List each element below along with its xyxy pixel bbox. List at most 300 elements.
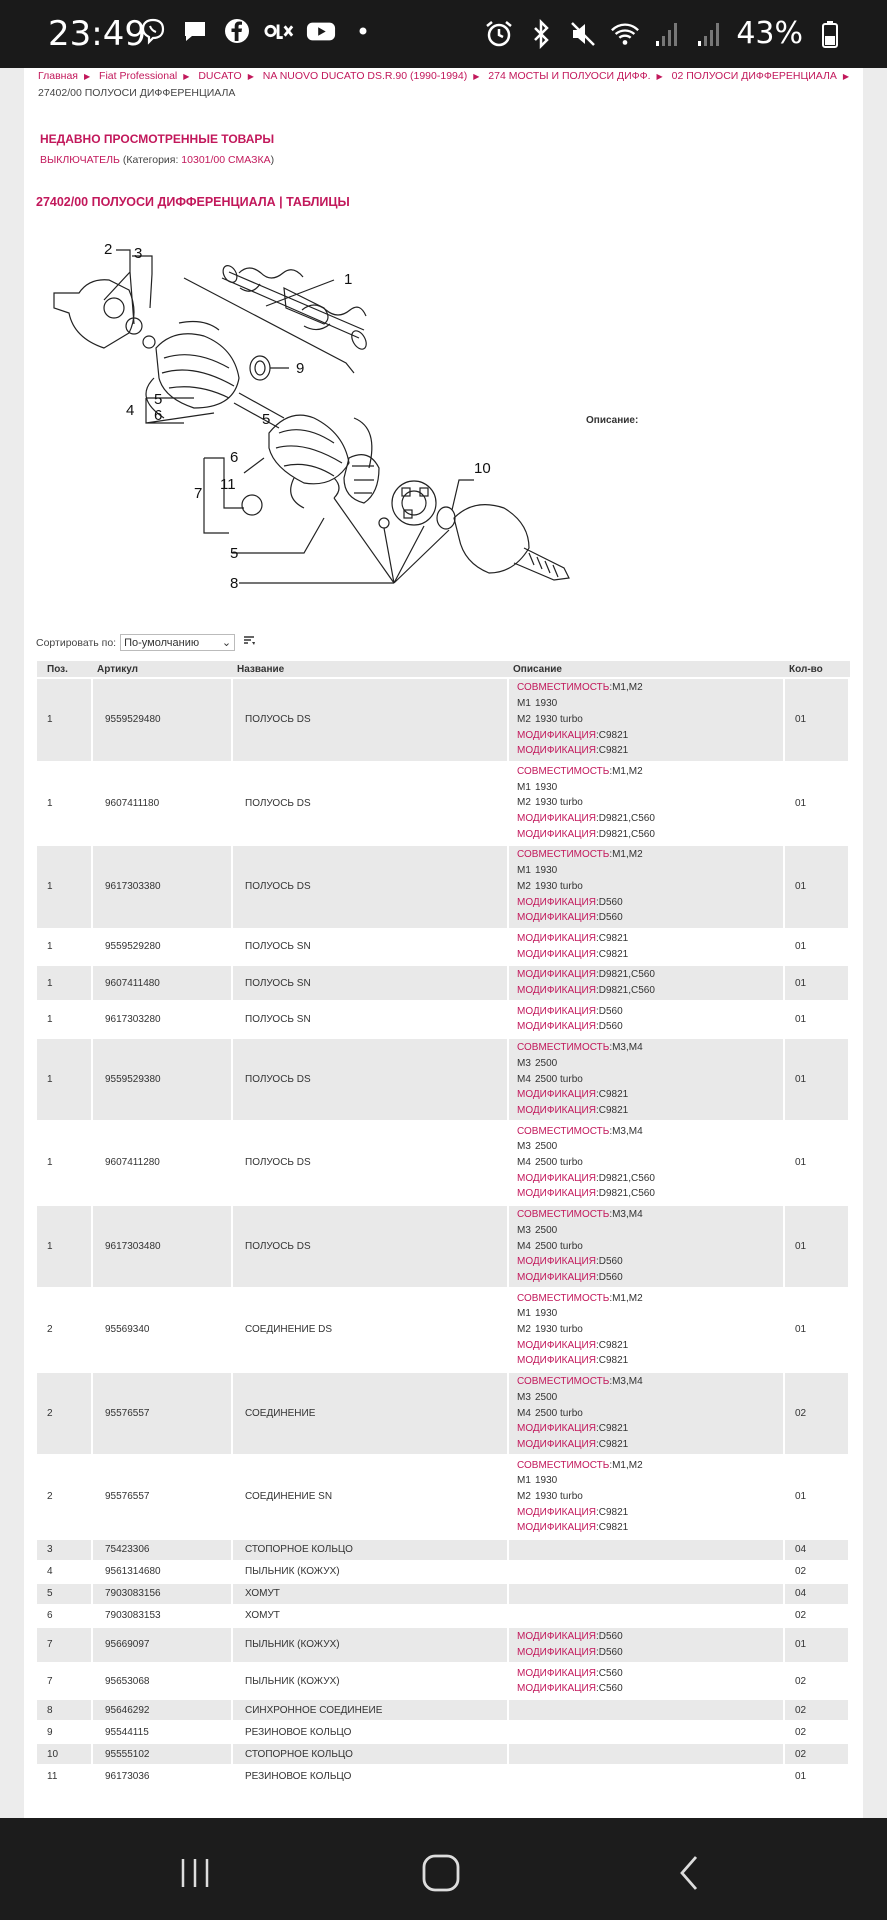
callout-8: 8 xyxy=(230,575,239,592)
recent-category-link[interactable]: 10301/00 СМАЗКА xyxy=(181,154,271,166)
description-value: :D560 xyxy=(595,1271,623,1283)
description-model: M4 xyxy=(517,1073,531,1085)
breadcrumb-home[interactable]: Главная xyxy=(38,70,78,82)
description-line xyxy=(517,1072,779,1088)
description-value: 2500 xyxy=(535,1224,558,1236)
description-value: :C9821 xyxy=(595,1522,629,1534)
table-row xyxy=(37,1700,850,1720)
row-article-link[interactable]: 95576557 xyxy=(93,1456,233,1538)
breadcrumb-version[interactable]: NA NUOVO DUCATO DS.R.90 (1990-1994) xyxy=(262,70,468,82)
row-qty: 01 xyxy=(785,966,850,1000)
callout-6b: 6 xyxy=(230,449,239,466)
description-line xyxy=(517,1666,779,1682)
description-line xyxy=(517,1291,779,1307)
description-line xyxy=(517,1505,779,1521)
row-pos: 1 xyxy=(37,763,93,845)
description-key: СОВМЕСТИМОСТЬ xyxy=(517,849,610,861)
row-article-link[interactable]: 9559529480 xyxy=(93,679,233,761)
viber-icon xyxy=(138,16,168,46)
system-nav-bar xyxy=(0,1818,887,1920)
row-pos: 1 xyxy=(37,679,93,761)
description-key: МОДИФИКАЦИЯ xyxy=(517,1271,596,1283)
row-name-link[interactable]: ПОЛУОСЬ DS xyxy=(233,679,509,761)
description-key: МОДИФИКАЦИЯ xyxy=(517,1089,596,1101)
row-pos: 1 xyxy=(37,930,93,964)
table-row xyxy=(37,1206,850,1288)
breadcrumb-current: 27402/00 ПОЛУОСИ ДИФФЕРЕНЦИАЛА xyxy=(38,87,236,99)
description-value: 2500 xyxy=(535,1391,558,1403)
description-line xyxy=(517,1087,779,1103)
row-description xyxy=(509,1744,785,1764)
row-name-link[interactable]: СОЕДИНЕНИЕ DS xyxy=(233,1289,509,1371)
description-line xyxy=(517,1390,779,1406)
page-title: 27402/00 ПОЛУОСИ ДИФФЕРЕНЦИАЛА | ТАБЛИЦЫ xyxy=(36,195,350,209)
description-key: МОДИФИКАЦИЯ xyxy=(517,1021,596,1033)
row-qty: 02 xyxy=(785,1562,850,1582)
description-value: :C560 xyxy=(595,1683,623,1695)
description-model: M2 xyxy=(517,713,531,725)
row-qty: 02 xyxy=(785,1373,850,1455)
description-key: МОДИФИКАЦИЯ xyxy=(517,948,596,960)
row-pos: 2 xyxy=(37,1456,93,1538)
row-name-link[interactable]: СТОПОРНОЕ КОЛЬЦО xyxy=(233,1744,509,1764)
description-key: МОДИФИКАЦИЯ xyxy=(517,1646,596,1658)
description-key: СОВМЕСТИМОСТЬ xyxy=(517,1042,610,1054)
table-row xyxy=(37,1766,850,1786)
row-name-link[interactable]: ПОЛУОСЬ DS xyxy=(233,763,509,845)
callout-10: 10 xyxy=(474,460,491,477)
chevron-right-icon: ▶ xyxy=(83,72,91,81)
description-value: :C9821 xyxy=(595,1089,629,1101)
row-article-link[interactable]: 96173036 xyxy=(93,1766,233,1786)
row-description xyxy=(509,1373,785,1455)
row-description xyxy=(509,1540,785,1560)
description-value: 2500 turbo xyxy=(535,1157,583,1169)
row-article-link[interactable]: 75423306 xyxy=(93,1540,233,1560)
row-name-link[interactable]: ПОЛУОСЬ DS xyxy=(233,846,509,928)
description-key: МОДИФИКАЦИЯ xyxy=(517,745,596,757)
row-pos: 10 xyxy=(37,1744,93,1764)
description-value: 2500 turbo xyxy=(535,1073,583,1085)
row-qty: 01 xyxy=(785,1628,850,1662)
description-key: МОДИФИКАЦИЯ xyxy=(517,1423,596,1435)
recent-category-suffix: ) xyxy=(270,154,275,166)
breadcrumb-model[interactable]: DUCATO xyxy=(198,70,242,82)
callout-6: 6 xyxy=(154,407,163,424)
row-description xyxy=(509,1766,785,1786)
header-article[interactable]: Артикул xyxy=(93,661,233,677)
callout-1: 1 xyxy=(344,271,353,288)
description-model: M3 xyxy=(517,1141,531,1153)
description-value: 2500 turbo xyxy=(535,1407,583,1419)
row-name-link[interactable]: СТОПОРНОЕ КОЛЬЦО xyxy=(233,1540,509,1560)
description-model: M4 xyxy=(517,1157,531,1169)
table-row xyxy=(37,1002,850,1036)
description-line xyxy=(517,1322,779,1338)
message-icon xyxy=(180,16,210,46)
description-line xyxy=(517,1103,779,1119)
header-pos[interactable]: Поз. xyxy=(37,661,93,677)
row-pos: 6 xyxy=(37,1606,93,1626)
breadcrumb-subgroup[interactable]: 02 ПОЛУОСИ ДИФФЕРЕНЦИАЛА xyxy=(671,70,837,82)
page-content xyxy=(24,68,863,1818)
description-model: M3 xyxy=(517,1391,531,1403)
description-key: МОДИФИКАЦИЯ xyxy=(517,729,596,741)
description-line xyxy=(517,1056,779,1072)
description-model: M2 xyxy=(517,1491,531,1503)
description-key: МОДИФИКАЦИЯ xyxy=(517,1667,596,1679)
description-value: :C9821 xyxy=(595,1104,629,1116)
row-qty: 01 xyxy=(785,1289,850,1371)
description-key: МОДИФИКАЦИЯ xyxy=(517,1631,596,1643)
sort-select[interactable] xyxy=(120,634,235,651)
row-qty: 01 xyxy=(785,763,850,845)
row-name-link[interactable]: ПОЛУОСЬ DS xyxy=(233,1122,509,1204)
row-qty: 01 xyxy=(785,1039,850,1121)
description-value: 1930 xyxy=(535,1308,558,1320)
recent-product-item xyxy=(40,154,274,166)
row-description xyxy=(509,846,785,928)
table-row xyxy=(37,1540,850,1560)
bluetooth-icon xyxy=(526,19,556,49)
row-article-link[interactable]: 9607411280 xyxy=(93,1122,233,1204)
row-article-link[interactable]: 9607411480 xyxy=(93,966,233,1000)
description-key: МОДИФИКАЦИЯ xyxy=(517,969,596,981)
row-name-link[interactable]: ПОЛУОСЬ DS xyxy=(233,1206,509,1288)
row-article-link[interactable]: 9617303280 xyxy=(93,1002,233,1036)
row-name-link[interactable]: ПОЛУОСЬ SN xyxy=(233,1002,509,1036)
description-value: 1930 xyxy=(535,698,558,710)
description-value: :C560 xyxy=(595,1667,623,1679)
table-row xyxy=(37,966,850,1000)
sort-label: Сортировать по: xyxy=(36,636,117,649)
description-value: :M1,M2 xyxy=(609,1459,643,1471)
description-line xyxy=(517,728,779,744)
row-article-link[interactable]: 95555102 xyxy=(93,1744,233,1764)
description-line xyxy=(517,983,779,999)
parts-diagram[interactable] xyxy=(34,218,594,688)
description-value: :D560 xyxy=(595,1646,623,1658)
description-line xyxy=(517,1254,779,1270)
description-key: СОВМЕСТИМОСТЬ xyxy=(517,765,610,777)
callout-9: 9 xyxy=(296,360,305,377)
description-key: МОДИФИКАЦИЯ xyxy=(517,896,596,908)
row-article-link[interactable]: 9617303480 xyxy=(93,1206,233,1288)
row-description xyxy=(509,1206,785,1288)
row-description xyxy=(509,1584,785,1604)
row-pos: 1 xyxy=(37,846,93,928)
description-line xyxy=(517,947,779,963)
table-row xyxy=(37,1122,850,1204)
table-row xyxy=(37,1289,850,1371)
row-name-link[interactable]: РЕЗИНОВОЕ КОЛЬЦО xyxy=(233,1766,509,1786)
table-row xyxy=(37,1373,850,1455)
back-icon[interactable] xyxy=(670,1853,710,1893)
description-line xyxy=(517,1124,779,1140)
table-row xyxy=(37,1606,850,1626)
description-value: 1930 xyxy=(535,781,558,793)
description-line xyxy=(517,743,779,759)
row-description xyxy=(509,1628,785,1662)
description-line xyxy=(517,1186,779,1202)
breadcrumb xyxy=(38,68,858,102)
row-qty: 01 xyxy=(785,930,850,964)
row-article-link[interactable]: 95544115 xyxy=(93,1722,233,1742)
callout-4: 4 xyxy=(126,402,135,419)
row-article-link[interactable]: 9561314680 xyxy=(93,1562,233,1582)
description-key: МОДИФИКАЦИЯ xyxy=(517,1172,596,1184)
row-name-link[interactable]: ПЫЛЬНИК (КОЖУХ) xyxy=(233,1628,509,1662)
row-article-link[interactable]: 95576557 xyxy=(93,1373,233,1455)
header-name[interactable]: Название xyxy=(233,661,509,677)
signal-icon-2 xyxy=(694,19,724,49)
description-line xyxy=(517,1171,779,1187)
description-key: МОДИФИКАЦИЯ xyxy=(517,828,596,840)
description-value: :C9821 xyxy=(595,745,629,757)
row-name-link[interactable]: ПОЛУОСЬ SN xyxy=(233,930,509,964)
description-key: МОДИФИКАЦИЯ xyxy=(517,813,596,825)
recent-apps-icon[interactable] xyxy=(175,1853,215,1893)
description-value: :C9821 xyxy=(595,1438,629,1450)
description-value: :M1,M2 xyxy=(609,682,643,694)
description-value: :M3,M4 xyxy=(609,1209,643,1221)
description-value: 2500 xyxy=(535,1057,558,1069)
sort-control xyxy=(36,634,255,651)
row-qty: 01 xyxy=(785,1766,850,1786)
header-description[interactable]: Описание xyxy=(509,661,785,677)
row-name-link[interactable]: СОЕДИНЕНИЕ xyxy=(233,1373,509,1455)
description-value: 1930 turbo xyxy=(535,1491,583,1503)
row-pos: 4 xyxy=(37,1562,93,1582)
row-name-link[interactable]: ПОЛУОСЬ SN xyxy=(233,966,509,1000)
row-pos: 1 xyxy=(37,1206,93,1288)
table-row xyxy=(37,846,850,928)
table-row xyxy=(37,930,850,964)
description-key: МОДИФИКАЦИЯ xyxy=(517,912,596,924)
description-model: M2 xyxy=(517,880,531,892)
description-value: :D9821,C560 xyxy=(595,1188,655,1200)
description-model: M2 xyxy=(517,797,531,809)
description-line xyxy=(517,795,779,811)
row-name-link[interactable]: РЕЗИНОВОЕ КОЛЬЦО xyxy=(233,1722,509,1742)
description-key: МОДИФИКАЦИЯ xyxy=(517,1506,596,1518)
description-line xyxy=(517,879,779,895)
description-model: M3 xyxy=(517,1057,531,1069)
row-article-link[interactable]: 95569340 xyxy=(93,1289,233,1371)
description-value: :C9821 xyxy=(595,1423,629,1435)
description-line xyxy=(517,1270,779,1286)
description-value: :M3,M4 xyxy=(609,1042,643,1054)
diagram-description-label: Описание: xyxy=(586,415,639,426)
row-pos: 3 xyxy=(37,1540,93,1560)
sort-value: По-умолчанию xyxy=(124,636,200,649)
row-pos: 1 xyxy=(37,1122,93,1204)
description-key: СОВМЕСТИМОСТЬ xyxy=(517,682,610,694)
row-article-link[interactable]: 95646292 xyxy=(93,1700,233,1720)
row-description xyxy=(509,1456,785,1538)
row-description xyxy=(509,1289,785,1371)
table-row xyxy=(37,1628,850,1662)
description-model: M1 xyxy=(517,698,531,710)
description-value: :M1,M2 xyxy=(609,1292,643,1304)
row-qty: 01 xyxy=(785,1456,850,1538)
description-key: МОДИФИКАЦИЯ xyxy=(517,1355,596,1367)
row-article-link[interactable]: 95669097 xyxy=(93,1628,233,1662)
chevron-right-icon: ▶ xyxy=(656,72,663,81)
description-line xyxy=(517,1239,779,1255)
description-key: МОДИФИКАЦИЯ xyxy=(517,1683,596,1695)
row-description xyxy=(509,1562,785,1582)
description-value: :M1,M2 xyxy=(609,765,643,777)
description-line xyxy=(517,1374,779,1390)
description-line xyxy=(517,780,779,796)
row-description xyxy=(509,1700,785,1720)
status-bar xyxy=(0,0,887,68)
table-row xyxy=(37,679,850,761)
web-page xyxy=(0,68,887,1818)
row-article-link[interactable]: 7903083153 xyxy=(93,1606,233,1626)
home-icon[interactable] xyxy=(421,1853,461,1893)
description-value: :D560 xyxy=(595,1021,623,1033)
description-value: 1930 turbo xyxy=(535,713,583,725)
sort-direction-icon[interactable] xyxy=(243,635,255,650)
description-value: :D560 xyxy=(595,912,623,924)
description-model: M4 xyxy=(517,1240,531,1252)
recent-products-title: НЕДАВНО ПРОСМОТРЕННЫЕ ТОВАРЫ xyxy=(40,132,275,146)
description-line xyxy=(517,931,779,947)
description-model: M1 xyxy=(517,1308,531,1320)
row-article-link[interactable]: 9617303380 xyxy=(93,846,233,928)
description-value: :C9821 xyxy=(595,932,629,944)
row-qty: 01 xyxy=(785,1002,850,1036)
description-line xyxy=(517,847,779,863)
description-key: МОДИФИКАЦИЯ xyxy=(517,985,596,997)
row-pos: 8 xyxy=(37,1700,93,1720)
row-article-link[interactable]: 95653068 xyxy=(93,1664,233,1698)
row-description xyxy=(509,1606,785,1626)
description-key: СОВМЕСТИМОСТЬ xyxy=(517,1459,610,1471)
row-qty: 01 xyxy=(785,679,850,761)
breadcrumb-group[interactable]: 274 МОСТЫ И ПОЛУОСИ ДИФФ. xyxy=(488,70,651,82)
parts-table xyxy=(37,659,850,1788)
description-value: :C9821 xyxy=(595,1506,629,1518)
row-description xyxy=(509,1122,785,1204)
description-line xyxy=(517,1629,779,1645)
row-name-link[interactable]: ПОЛУОСЬ DS xyxy=(233,1039,509,1121)
description-line xyxy=(517,895,779,911)
row-qty: 02 xyxy=(785,1722,850,1742)
description-value: :D560 xyxy=(595,896,623,908)
description-model: M4 xyxy=(517,1407,531,1419)
row-name-link[interactable]: ПЫЛЬНИК (КОЖУХ) xyxy=(233,1664,509,1698)
notification-icons xyxy=(138,16,378,46)
description-model: M3 xyxy=(517,1224,531,1236)
row-article-link[interactable]: 9559529380 xyxy=(93,1039,233,1121)
row-article-link[interactable]: 9607411180 xyxy=(93,763,233,845)
table-row xyxy=(37,763,850,845)
row-description xyxy=(509,930,785,964)
description-value: :D9821,C560 xyxy=(595,828,655,840)
mute-icon xyxy=(568,19,598,49)
description-line xyxy=(517,1019,779,1035)
row-qty: 01 xyxy=(785,1206,850,1288)
description-value: 1930 xyxy=(535,1475,558,1487)
row-name-link[interactable]: СИНХРОННОЕ СОЕДИНЕИЕ xyxy=(233,1700,509,1720)
description-value: 2500 xyxy=(535,1141,558,1153)
table-header-row xyxy=(37,661,850,677)
description-value: :C9821 xyxy=(595,1339,629,1351)
callout-7: 7 xyxy=(194,485,203,502)
description-line xyxy=(517,764,779,780)
row-pos: 9 xyxy=(37,1722,93,1742)
description-key: МОДИФИКАЦИЯ xyxy=(517,932,596,944)
row-description xyxy=(509,966,785,1000)
description-model: M1 xyxy=(517,1475,531,1487)
row-qty: 01 xyxy=(785,1122,850,1204)
row-qty: 02 xyxy=(785,1744,850,1764)
description-line xyxy=(517,680,779,696)
description-value: 1930 xyxy=(535,865,558,877)
youtube-icon xyxy=(306,16,336,46)
row-description xyxy=(509,763,785,845)
description-value: :D9821,C560 xyxy=(595,1172,655,1184)
description-value: :D560 xyxy=(595,1256,623,1268)
row-description xyxy=(509,1664,785,1698)
facebook-icon xyxy=(222,16,252,46)
battery-percent: 43% xyxy=(736,16,803,51)
table-row xyxy=(37,1039,850,1121)
description-value: 1930 turbo xyxy=(535,880,583,892)
breadcrumb-brand[interactable]: Fiat Professional xyxy=(99,70,178,82)
row-article-link[interactable]: 7903083156 xyxy=(93,1584,233,1604)
row-name-link[interactable]: ХОМУТ xyxy=(233,1606,509,1626)
description-line xyxy=(517,696,779,712)
description-line xyxy=(517,712,779,728)
header-qty[interactable]: Кол-во xyxy=(785,661,850,677)
table-row xyxy=(37,1722,850,1742)
description-key: МОДИФИКАЦИЯ xyxy=(517,1339,596,1351)
dot-icon xyxy=(348,16,378,46)
description-value: 1930 turbo xyxy=(535,1324,583,1336)
row-description xyxy=(509,679,785,761)
description-line xyxy=(517,1155,779,1171)
recent-product-link[interactable]: ВЫКЛЮЧАТЕЛЬ xyxy=(40,154,120,166)
row-name-link[interactable]: СОЕДИНЕНИЕ SN xyxy=(233,1456,509,1538)
callout-5c: 5 xyxy=(230,545,239,562)
table-row xyxy=(37,1664,850,1698)
row-pos: 11 xyxy=(37,1766,93,1786)
description-line xyxy=(517,1207,779,1223)
row-name-link[interactable]: ХОМУТ xyxy=(233,1584,509,1604)
description-line xyxy=(517,1306,779,1322)
chevron-right-icon: ▶ xyxy=(247,72,254,81)
description-key: СОВМЕСТИМОСТЬ xyxy=(517,1376,610,1388)
description-line xyxy=(517,1520,779,1536)
description-line xyxy=(517,1406,779,1422)
row-name-link[interactable]: ПЫЛЬНИК (КОЖУХ) xyxy=(233,1562,509,1582)
description-model: M2 xyxy=(517,1324,531,1336)
row-qty: 01 xyxy=(785,846,850,928)
signal-icon-1 xyxy=(652,19,682,49)
description-key: СОВМЕСТИМОСТЬ xyxy=(517,1209,610,1221)
chevron-right-icon: ▶ xyxy=(473,72,480,81)
parts-table-body xyxy=(37,679,850,1786)
chevron-down-icon: ⌄ xyxy=(221,637,232,649)
callout-2: 2 xyxy=(104,241,113,258)
description-line xyxy=(517,1338,779,1354)
description-value: :D9821,C560 xyxy=(595,813,655,825)
row-article-link[interactable]: 9559529280 xyxy=(93,930,233,964)
